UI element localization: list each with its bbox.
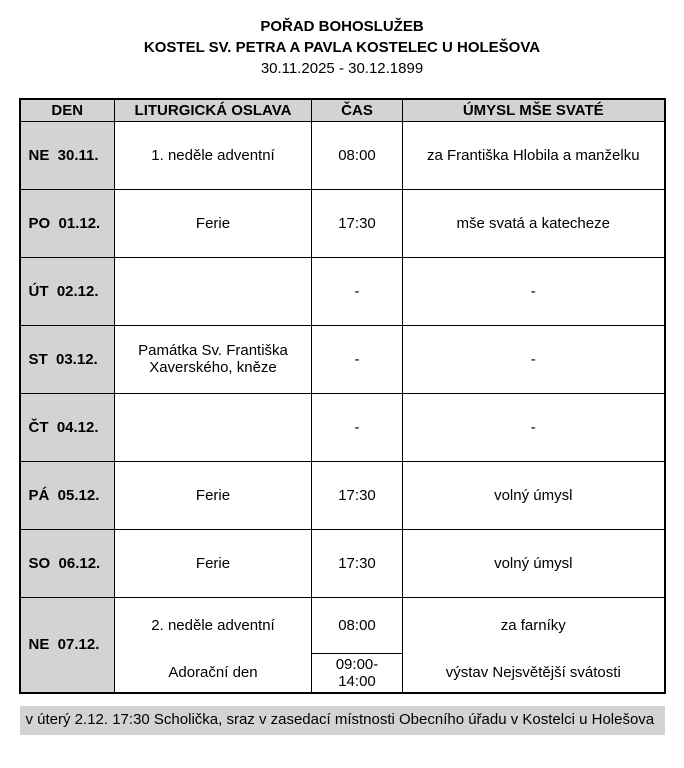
celebration-cell-secondary: Adorační den bbox=[115, 653, 312, 693]
intention-cell: - bbox=[403, 325, 665, 393]
day-cell: ČT 04.12. bbox=[20, 393, 115, 461]
celebration-cell: 2. neděle adventní bbox=[115, 597, 312, 653]
table-row bbox=[20, 461, 665, 529]
intention-cell: - bbox=[403, 393, 665, 461]
day-cell: PÁ 05.12. bbox=[20, 461, 115, 529]
intention-cell: - bbox=[403, 257, 665, 325]
day-cell: NE 30.11. bbox=[20, 121, 115, 189]
celebration-cell: Ferie bbox=[115, 189, 312, 257]
column-header-cas: ČAS bbox=[312, 99, 403, 121]
celebration-cell: Ferie bbox=[115, 461, 312, 529]
day-cell: NE 07.12. bbox=[20, 597, 115, 693]
table-header-row bbox=[20, 99, 665, 121]
time-cell: 08:00 bbox=[312, 597, 403, 653]
celebration-cell bbox=[115, 257, 312, 325]
day-cell: ÚT 02.12. bbox=[20, 257, 115, 325]
table-row bbox=[20, 653, 665, 693]
intention-cell: volný úmysl bbox=[403, 529, 665, 597]
celebration-cell: Ferie bbox=[115, 529, 312, 597]
time-cell: - bbox=[312, 325, 403, 393]
time-cell: 17:30 bbox=[312, 461, 403, 529]
intention-cell: mše svatá a katecheze bbox=[403, 189, 665, 257]
column-header-den: DEN bbox=[20, 99, 115, 121]
table-row bbox=[20, 597, 665, 653]
intention-cell-secondary: výstav Nejsvětější svátosti bbox=[403, 653, 665, 693]
celebration-cell: Památka Sv. Františka Xaverského, kněze bbox=[115, 325, 312, 393]
intention-cell: za farníky bbox=[403, 597, 665, 653]
intention-cell: volný úmysl bbox=[403, 461, 665, 529]
celebration-cell bbox=[115, 393, 312, 461]
intention-cell: za Františka Hlobila a manželku bbox=[403, 121, 665, 189]
celebration-cell: 1. neděle adventní bbox=[115, 121, 312, 189]
footer-note: v úterý 2.12. 17:30 Scholička, sraz v zasedací místnosti Obecního úřadu v Kostelci u Holešova bbox=[20, 706, 665, 735]
table-row bbox=[20, 257, 665, 325]
time-cell: 17:30 bbox=[312, 189, 403, 257]
time-cell: - bbox=[312, 393, 403, 461]
time-cell: - bbox=[312, 257, 403, 325]
table-row bbox=[20, 529, 665, 597]
table-row bbox=[20, 325, 665, 393]
page-title: POŘAD BOHOSLUŽEB bbox=[260, 18, 424, 35]
day-cell: PO 01.12. bbox=[20, 189, 115, 257]
schedule-table bbox=[19, 98, 666, 694]
time-cell-secondary: 09:00-14:00 bbox=[312, 653, 403, 693]
date-range: 30.11.2025 - 30.12.1899 bbox=[260, 60, 424, 77]
time-cell: 08:00 bbox=[312, 121, 403, 189]
day-cell: ST 03.12. bbox=[20, 325, 115, 393]
table-row bbox=[20, 121, 665, 189]
column-header-umysl: ÚMYSL MŠE SVATÉ bbox=[403, 99, 665, 121]
time-cell: 17:30 bbox=[312, 529, 403, 597]
table-row bbox=[20, 189, 665, 257]
title-block bbox=[0, 16, 684, 80]
column-header-oslava: LITURGICKÁ OSLAVA bbox=[115, 99, 312, 121]
church-name: KOSTEL SV. PETRA A PAVLA KOSTELEC U HOLEŠOVA bbox=[143, 39, 541, 56]
table-row bbox=[20, 393, 665, 461]
day-cell: SO 06.12. bbox=[20, 529, 115, 597]
